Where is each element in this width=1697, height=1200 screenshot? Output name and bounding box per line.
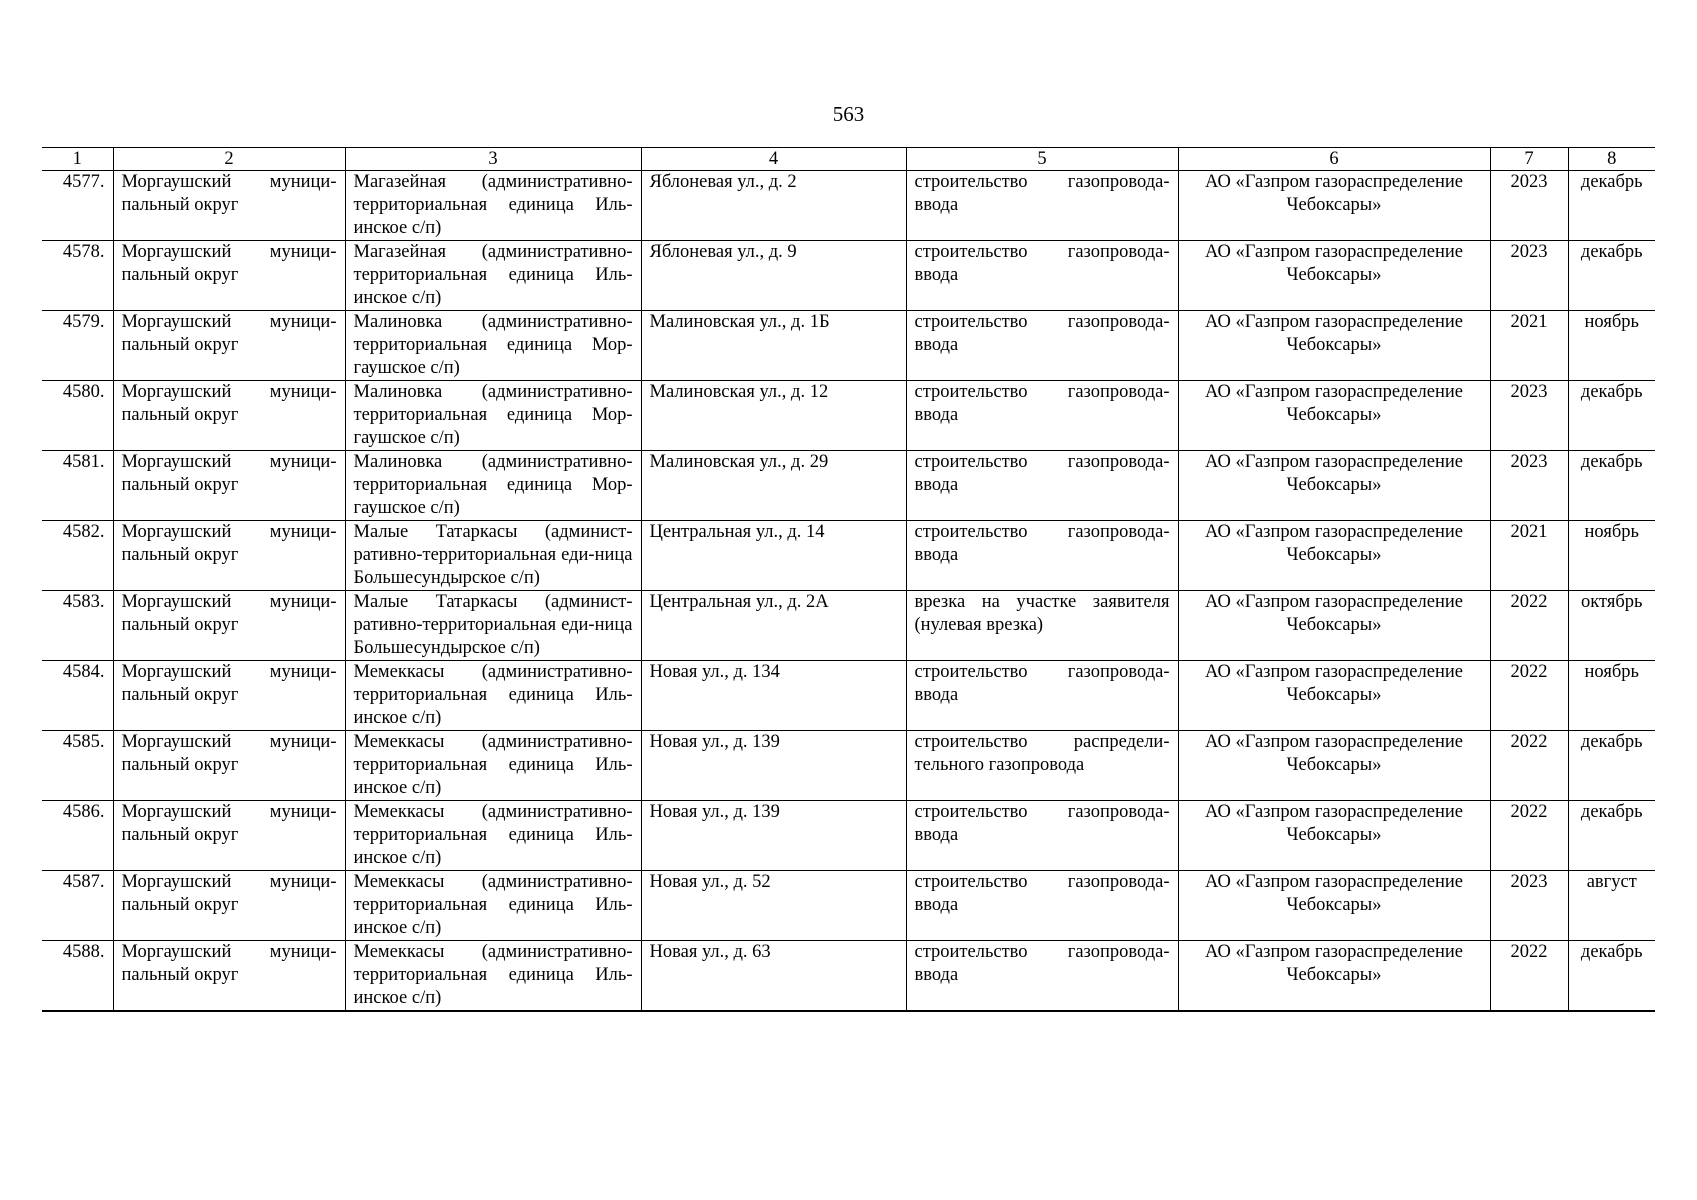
work-type-cell: строительство газопровода-ввода [906, 451, 1178, 521]
table-row [42, 241, 1655, 311]
row-number-cell: 4579. [42, 311, 113, 381]
settlement-cell: Магазейная (административно-территориальная единица Иль-инское с/п) [345, 171, 641, 241]
district-cell: Моргаушский муници-пальный округ [113, 801, 345, 871]
month-cell: ноябрь [1568, 521, 1655, 591]
row-number-cell: 4586. [42, 801, 113, 871]
district-cell: Моргаушский муници-пальный округ [113, 941, 345, 1012]
gasification-table [42, 147, 1655, 1012]
district-cell: Моргаушский муници-пальный округ [113, 591, 345, 661]
district-cell: Моргаушский муници-пальный округ [113, 731, 345, 801]
district-cell: Моргаушский муници-пальный округ [113, 521, 345, 591]
month-cell: декабрь [1568, 941, 1655, 1012]
column-header: 2 [113, 148, 345, 171]
settlement-cell: Малые Татаркасы (админист-ративно-территориальная еди-ница Большесундырское с/п) [345, 521, 641, 591]
year-cell: 2023 [1490, 241, 1568, 311]
row-number-cell: 4578. [42, 241, 113, 311]
table-row [42, 941, 1655, 1012]
year-cell: 2022 [1490, 661, 1568, 731]
row-number-cell: 4585. [42, 731, 113, 801]
district-cell: Моргаушский муници-пальный округ [113, 871, 345, 941]
table-row [42, 451, 1655, 521]
settlement-cell: Мемеккасы (административно-территориальная единица Иль-инское с/п) [345, 661, 641, 731]
table-row [42, 591, 1655, 661]
table-body [42, 171, 1655, 1012]
district-cell: Моргаушский муници-пальный округ [113, 451, 345, 521]
month-cell: декабрь [1568, 171, 1655, 241]
settlement-cell: Магазейная (административно-территориальная единица Иль-инское с/п) [345, 241, 641, 311]
month-cell: декабрь [1568, 731, 1655, 801]
address-cell: Малиновская ул., д. 12 [641, 381, 906, 451]
row-number-cell: 4582. [42, 521, 113, 591]
organization-cell: АО «Газпром газораспределение Чебоксары» [1178, 381, 1490, 451]
settlement-cell: Малиновка (административно-территориальная единица Мор-гаушское с/п) [345, 451, 641, 521]
address-cell: Новая ул., д. 52 [641, 871, 906, 941]
organization-cell: АО «Газпром газораспределение Чебоксары» [1178, 171, 1490, 241]
column-header: 4 [641, 148, 906, 171]
organization-cell: АО «Газпром газораспределение Чебоксары» [1178, 591, 1490, 661]
year-cell: 2023 [1490, 871, 1568, 941]
address-cell: Новая ул., д. 134 [641, 661, 906, 731]
table-row [42, 381, 1655, 451]
address-cell: Малиновская ул., д. 1Б [641, 311, 906, 381]
address-cell: Яблоневая ул., д. 9 [641, 241, 906, 311]
column-header: 5 [906, 148, 1178, 171]
row-number-cell: 4580. [42, 381, 113, 451]
address-cell: Центральная ул., д. 14 [641, 521, 906, 591]
settlement-cell: Малиновка (административно-территориальная единица Мор-гаушское с/п) [345, 381, 641, 451]
work-type-cell: строительство распредели-тельного газопровода [906, 731, 1178, 801]
work-type-cell: строительство газопровода-ввода [906, 241, 1178, 311]
organization-cell: АО «Газпром газораспределение Чебоксары» [1178, 311, 1490, 381]
column-number-row [42, 148, 1655, 171]
organization-cell: АО «Газпром газораспределение Чебоксары» [1178, 801, 1490, 871]
settlement-cell: Мемеккасы (административно-территориальная единица Иль-инское с/п) [345, 941, 641, 1012]
month-cell: ноябрь [1568, 311, 1655, 381]
organization-cell: АО «Газпром газораспределение Чебоксары» [1178, 731, 1490, 801]
work-type-cell: строительство газопровода-ввода [906, 521, 1178, 591]
organization-cell: АО «Газпром газораспределение Чебоксары» [1178, 871, 1490, 941]
table-row [42, 731, 1655, 801]
address-cell: Новая ул., д. 63 [641, 941, 906, 1012]
row-number-cell: 4584. [42, 661, 113, 731]
address-cell: Центральная ул., д. 2А [641, 591, 906, 661]
work-type-cell: строительство газопровода-ввода [906, 801, 1178, 871]
settlement-cell: Мемеккасы (административно-территориальная единица Иль-инское с/п) [345, 801, 641, 871]
row-number-cell: 4577. [42, 171, 113, 241]
row-number-cell: 4581. [42, 451, 113, 521]
settlement-cell: Малые Татаркасы (админист-ративно-территориальная еди-ница Большесундырское с/п) [345, 591, 641, 661]
year-cell: 2023 [1490, 381, 1568, 451]
month-cell: ноябрь [1568, 661, 1655, 731]
district-cell: Моргаушский муници-пальный округ [113, 241, 345, 311]
work-type-cell: строительство газопровода-ввода [906, 171, 1178, 241]
address-cell: Новая ул., д. 139 [641, 801, 906, 871]
table-row [42, 171, 1655, 241]
month-cell: декабрь [1568, 451, 1655, 521]
table-row [42, 801, 1655, 871]
settlement-cell: Малиновка (административно-территориальная единица Мор-гаушское с/п) [345, 311, 641, 381]
table-row [42, 661, 1655, 731]
column-header: 6 [1178, 148, 1490, 171]
district-cell: Моргаушский муници-пальный округ [113, 381, 345, 451]
year-cell: 2023 [1490, 451, 1568, 521]
page-number: 563 [832, 102, 865, 126]
row-number-cell: 4588. [42, 941, 113, 1012]
organization-cell: АО «Газпром газораспределение Чебоксары» [1178, 941, 1490, 1012]
district-cell: Моргаушский муници-пальный округ [113, 171, 345, 241]
work-type-cell: строительство газопровода-ввода [906, 381, 1178, 451]
column-header: 1 [42, 148, 113, 171]
month-cell: октябрь [1568, 591, 1655, 661]
year-cell: 2021 [1490, 521, 1568, 591]
year-cell: 2023 [1490, 171, 1568, 241]
year-cell: 2021 [1490, 311, 1568, 381]
year-cell: 2022 [1490, 941, 1568, 1012]
organization-cell: АО «Газпром газораспределение Чебоксары» [1178, 661, 1490, 731]
year-cell: 2022 [1490, 801, 1568, 871]
district-cell: Моргаушский муници-пальный округ [113, 661, 345, 731]
organization-cell: АО «Газпром газораспределение Чебоксары» [1178, 451, 1490, 521]
column-header: 7 [1490, 148, 1568, 171]
settlement-cell: Мемеккасы (административно-территориальная единица Иль-инское с/п) [345, 871, 641, 941]
work-type-cell: строительство газопровода-ввода [906, 661, 1178, 731]
column-header: 8 [1568, 148, 1655, 171]
work-type-cell: строительство газопровода-ввода [906, 941, 1178, 1012]
organization-cell: АО «Газпром газораспределение Чебоксары» [1178, 521, 1490, 591]
address-cell: Яблоневая ул., д. 2 [641, 171, 906, 241]
column-header: 3 [345, 148, 641, 171]
organization-cell: АО «Газпром газораспределение Чебоксары» [1178, 241, 1490, 311]
work-type-cell: строительство газопровода-ввода [906, 871, 1178, 941]
year-cell: 2022 [1490, 591, 1568, 661]
address-cell: Новая ул., д. 139 [641, 731, 906, 801]
month-cell: декабрь [1568, 241, 1655, 311]
district-cell: Моргаушский муници-пальный округ [113, 311, 345, 381]
work-type-cell: врезка на участке заявителя (нулевая врезка) [906, 591, 1178, 661]
table-row [42, 311, 1655, 381]
year-cell: 2022 [1490, 731, 1568, 801]
work-type-cell: строительство газопровода-ввода [906, 311, 1178, 381]
table-row [42, 871, 1655, 941]
month-cell: август [1568, 871, 1655, 941]
row-number-cell: 4587. [42, 871, 113, 941]
table-row [42, 521, 1655, 591]
row-number-cell: 4583. [42, 591, 113, 661]
month-cell: декабрь [1568, 801, 1655, 871]
address-cell: Малиновская ул., д. 29 [641, 451, 906, 521]
settlement-cell: Мемеккасы (административно-территориальная единица Иль-инское с/п) [345, 731, 641, 801]
month-cell: декабрь [1568, 381, 1655, 451]
